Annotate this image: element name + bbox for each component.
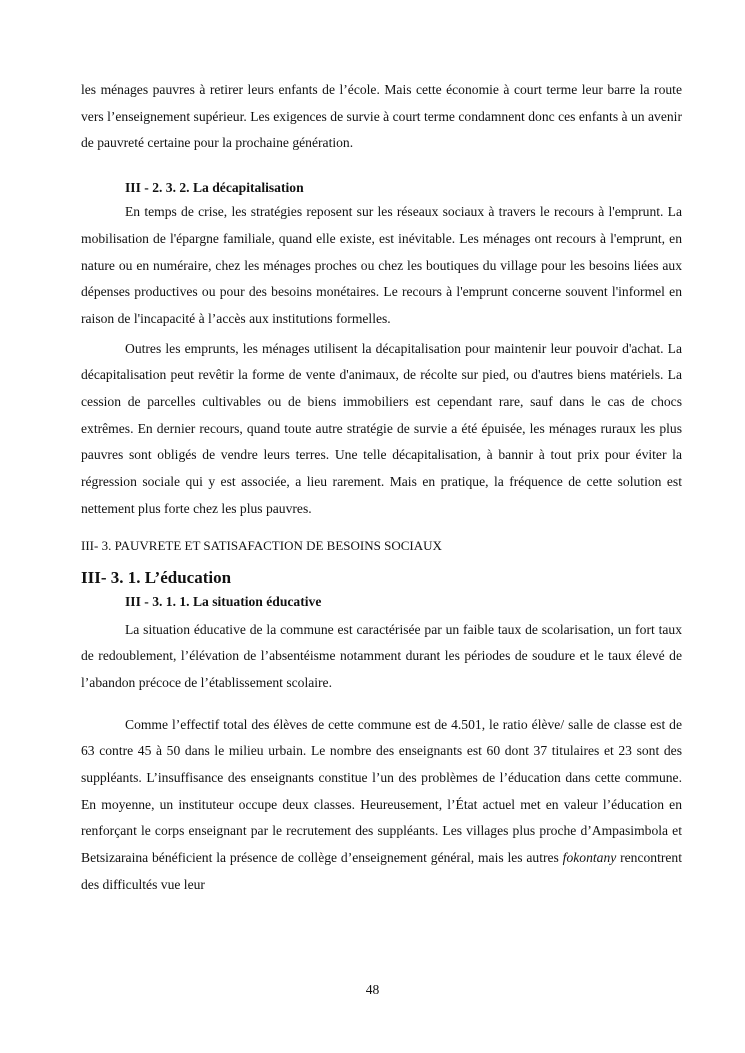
document-page [81,0,682,899]
heading-education: III- 3. 1. L’éducation [81,567,232,587]
paragraph-decapitalisation: Outres les emprunts, les ménages utilisent la décapitalisation pour maintenir leur pouvoir d'achat. La décapitalisation peut revêtir la forme de vente d'animaux, de récolte sur pied, ou d'autres biens matériels. La cession de parcelles cultivables ou de biens immobiliers est cependant rare, sauf dans le cas de chocs extrêmes. En dernier recours, quand toute autre stratégie de survie a été épuisée, les ménages ruraux les plus pauvres sont obligés de vendre leurs terres. Une telle décapitalisation, à bannir à tout prix pour éviter la régression sociale qui y est associée, a lieu rarement. Mais en pratique, la fréquence de cette solution est nettement plus forte chez les plus pauvres. [81,340,682,516]
fokontany-term: fokontany [562,850,617,866]
heading-pauvrete-besoins: III- 3. PAUVRETE ET SATISAFACTION DE BESOINS SOCIAUX [81,537,442,553]
paragraph-effectif [81,712,682,899]
paragraph-effectif-text: Comme l’effectif total des élèves de cette commune est de 4.501, le ratio élève/ salle de classe est de 63 contre 45 à 50 dans le milieu urbain. Le nombre des enseignants est 60 dont 37 titulaires et 23 sont des suppléants. L’insuffisance des enseignants constitue l’un des problèmes de l’éducation dans cette commune. En moyenne, un instituteur occupe deux classes. Heureusement, l’État actuel met en valeur l’éducation en renforçant le corps enseignant par le recrutement des suppléants. Les villages plus proche d’Ampasimbola et Betsizaraina bénéficient la présence de collège d’enseignement général, mais les autres [81,716,682,866]
paragraph-emprunt: En temps de crise, les stratégies reposent sur les réseaux sociaux à travers le recours à l'emprunt. La mobilisation de l'épargne familiale, quand elle existe, est inévitable. Les ménages ont recours à l'emprunt, en nature ou en numéraire, chez les ménages proches ou chez les boutiques du village pour les besoins liées aux dépenses productives ou pour des besoins monétaires. Le recours à l'emprunt concerne souvent l'informel en raison de l'incapacité à l’accès aux institutions formelles. [81,204,682,326]
page-number: 48 [365,982,380,997]
paragraph-situation: La situation éducative de la commune est caractérisée par un faible taux de scolarisation, un fort taux de redoublement, l’élévation de l’absentéisme notamment durant les périodes de soudure et le taux élevé de l’abandon précoce de l’établissement scolaire. [81,621,682,690]
heading-decapitalisation: III - 2. 3. 2. La décapitalisation [125,180,304,196]
paragraph-continuation: les ménages pauvres à retirer leurs enfants de l’école. Mais cette économie à court terme leur barre la route vers l’enseignement supérieur. Les exigences de survie à court terme condamnent donc ces enfants à un avenir de pauvreté certaine pour la prochaine génération. [81,82,682,151]
paragraph-effectif-end: rencontrent des difficultés vue leur [81,850,682,892]
heading-situation-educative: III - 3. 1. 1. La situation éducative [125,593,322,609]
